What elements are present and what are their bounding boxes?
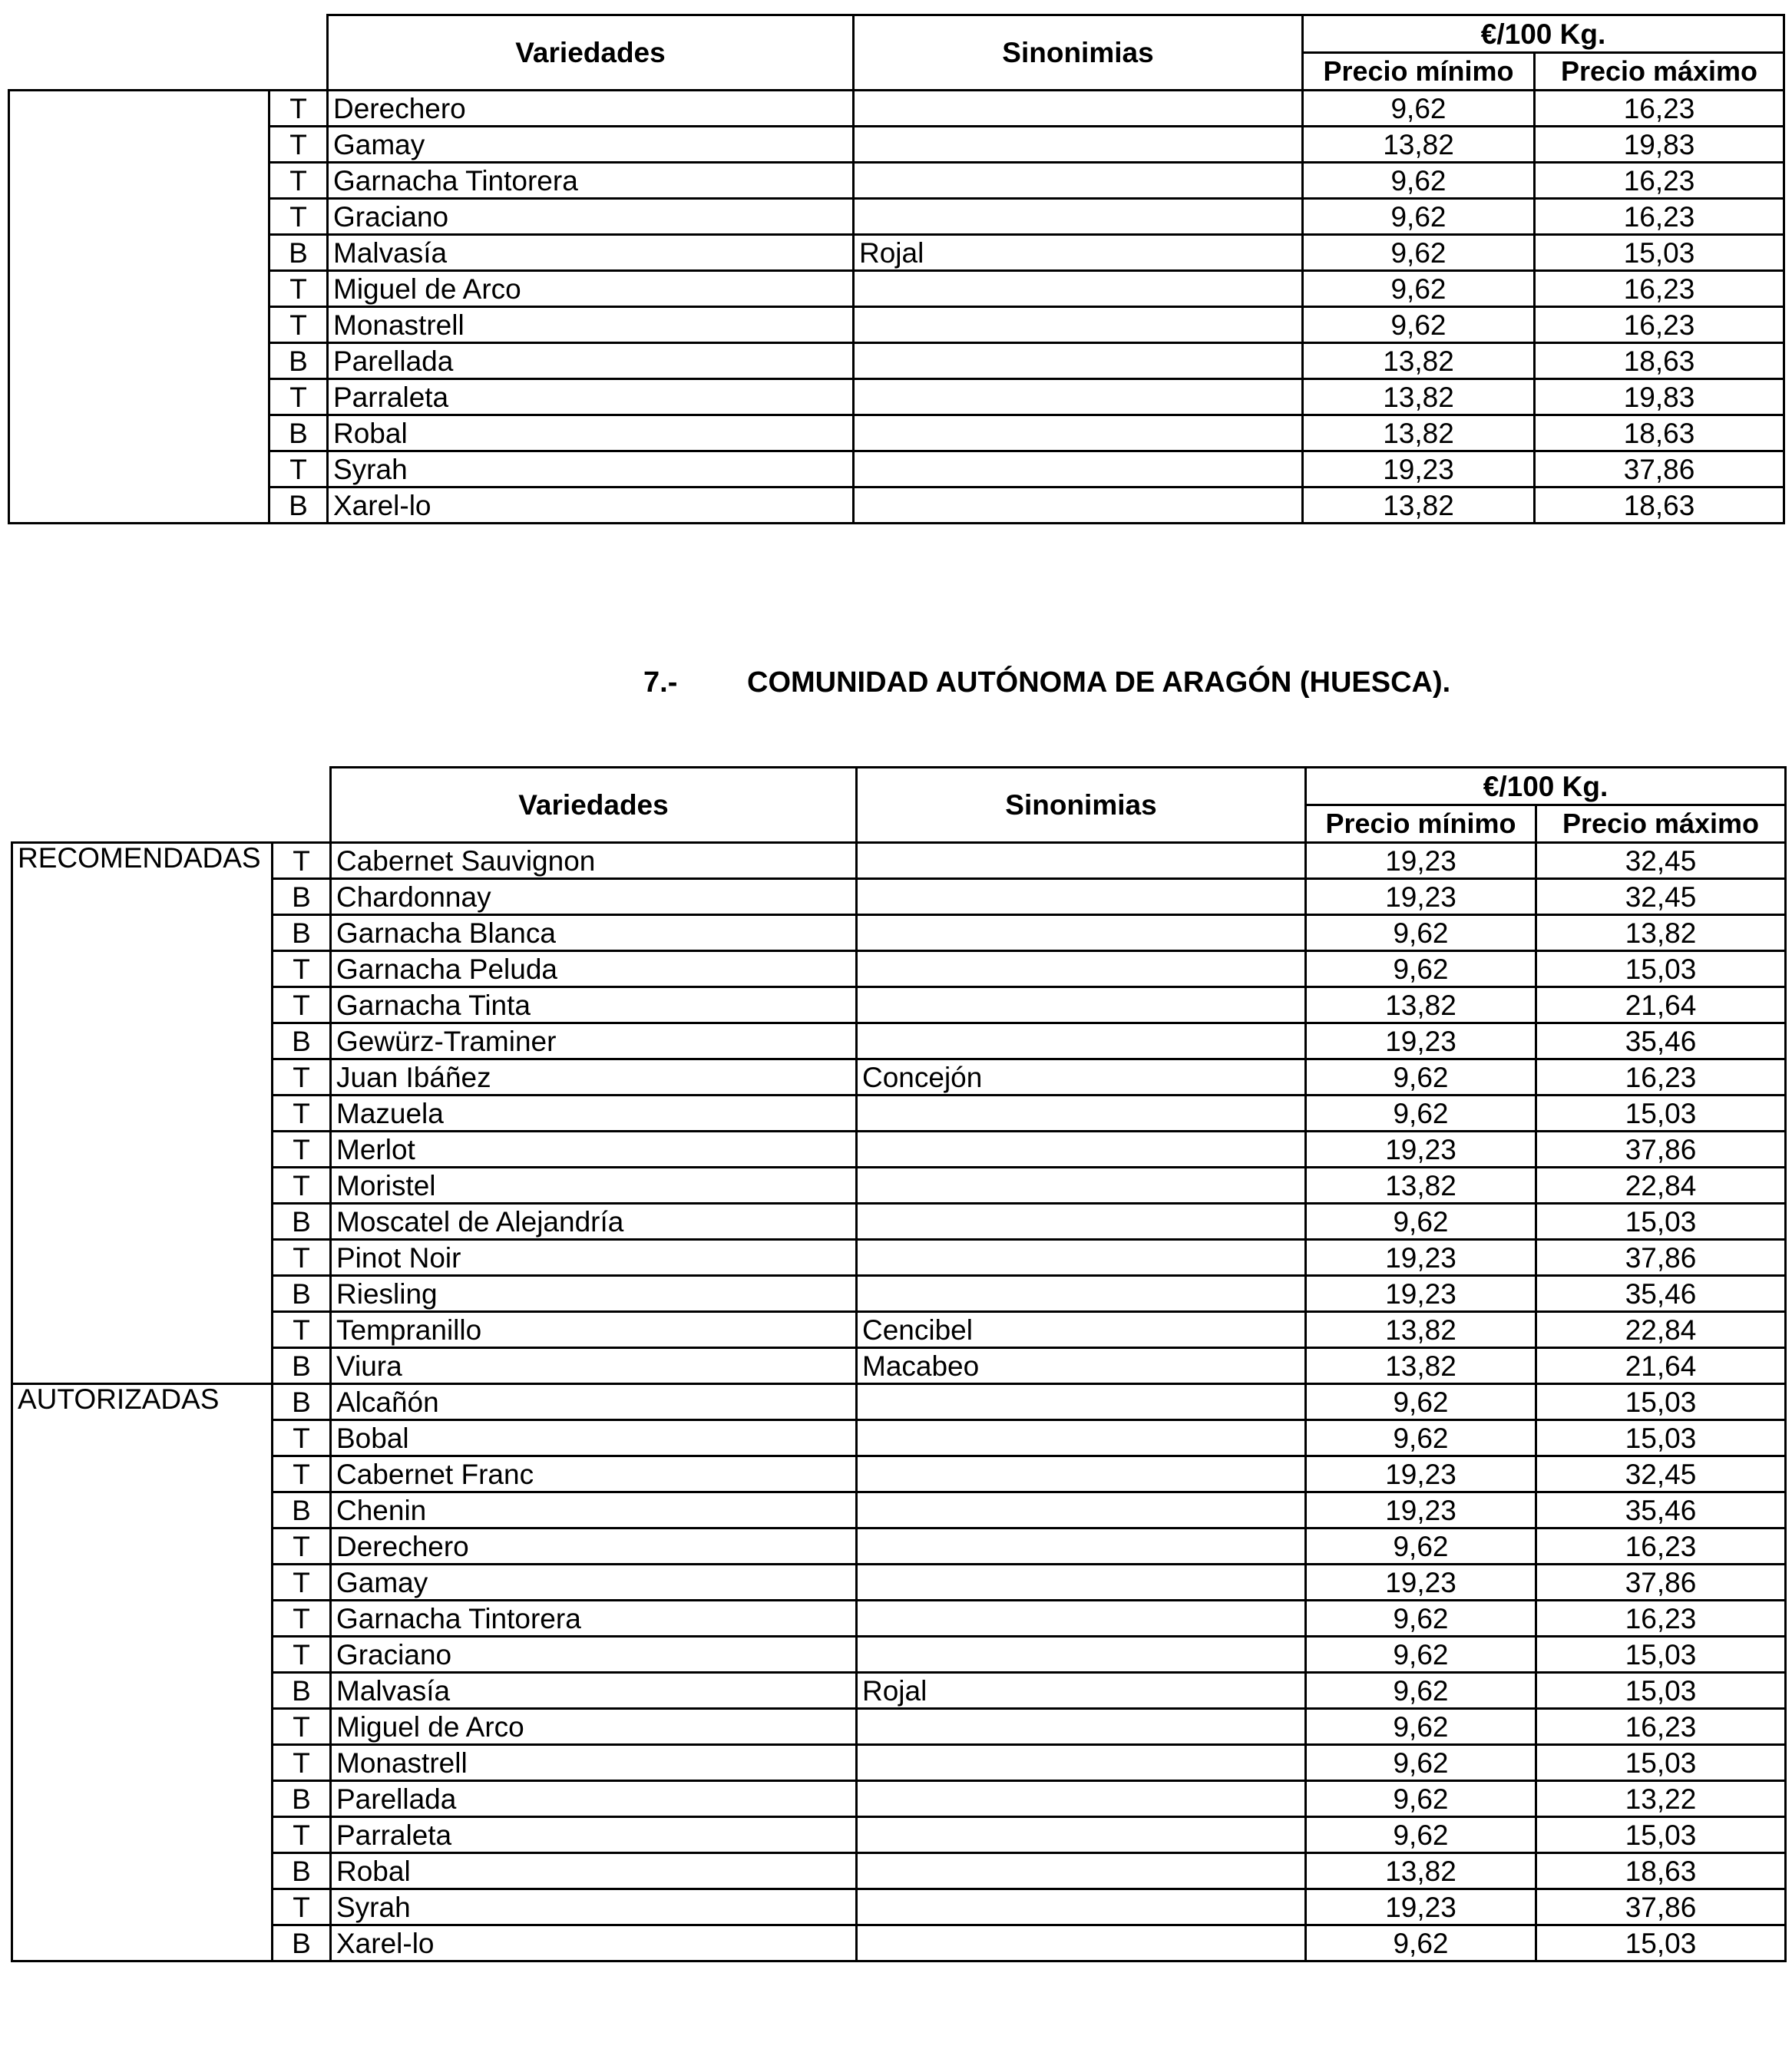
table-row [12, 1059, 1786, 1096]
price-max: 18,63 [1535, 343, 1784, 379]
price-min: 13,82 [1303, 127, 1535, 163]
synonym [854, 127, 1303, 163]
variety-name: Riesling [331, 1276, 857, 1312]
synonym: Rojal [857, 1673, 1306, 1709]
table-row [12, 1348, 1786, 1384]
variety-name: Juan Ibáñez [331, 1059, 857, 1096]
color-code: B [273, 1925, 331, 1961]
table-row [12, 1312, 1786, 1348]
table-row [12, 987, 1786, 1023]
table-row [12, 1817, 1786, 1853]
table-row [12, 1204, 1786, 1240]
header-precio-maximo: Precio máximo [1536, 805, 1786, 843]
price-min: 9,62 [1303, 235, 1535, 271]
synonym [857, 1168, 1306, 1204]
table-row [12, 1925, 1786, 1961]
table-row [12, 1492, 1786, 1528]
price-min: 9,62 [1306, 915, 1536, 951]
variety-name: Viura [331, 1348, 857, 1384]
header-sinonimias: Sinonimias [857, 768, 1306, 843]
variety-name: Garnacha Blanca [331, 915, 857, 951]
price-max: 37,86 [1536, 1240, 1786, 1276]
variety-name: Robal [328, 415, 854, 451]
price-min: 19,23 [1306, 1276, 1536, 1312]
synonym [857, 1276, 1306, 1312]
synonym [857, 1492, 1306, 1528]
table-row [12, 1168, 1786, 1204]
price-max: 37,86 [1536, 1889, 1786, 1925]
color-code: T [273, 1709, 331, 1745]
variety-name: Graciano [331, 1637, 857, 1673]
synonym [857, 1204, 1306, 1240]
price-min: 13,82 [1306, 1312, 1536, 1348]
table-row [12, 1709, 1786, 1745]
color-code: B [273, 915, 331, 951]
table-row [9, 271, 1784, 307]
price-max: 16,23 [1536, 1601, 1786, 1637]
color-code: T [269, 379, 328, 415]
color-code: T [273, 1889, 331, 1925]
variety-name: Robal [331, 1853, 857, 1889]
variety-name: Tempranillo [331, 1312, 857, 1348]
price-max: 32,45 [1536, 879, 1786, 915]
price-max: 16,23 [1536, 1709, 1786, 1745]
synonym [854, 487, 1303, 524]
price-max: 15,03 [1536, 951, 1786, 987]
table-row [12, 1528, 1786, 1565]
table-row [12, 1023, 1786, 1059]
price-max: 19,83 [1535, 127, 1784, 163]
table-row [12, 879, 1786, 915]
synonym [854, 91, 1303, 127]
color-code: T [273, 1456, 331, 1492]
price-min: 19,23 [1306, 1889, 1536, 1925]
variety-name: Parellada [331, 1781, 857, 1817]
price-min: 9,62 [1303, 163, 1535, 199]
price-min: 9,62 [1303, 307, 1535, 343]
price-max: 32,45 [1536, 1456, 1786, 1492]
color-code: T [269, 451, 328, 487]
variety-name: Miguel de Arco [331, 1709, 857, 1745]
price-min: 9,62 [1306, 1925, 1536, 1961]
variety-name: Xarel-lo [331, 1925, 857, 1961]
variety-name: Moristel [331, 1168, 857, 1204]
table-row [9, 163, 1784, 199]
price-max: 22,84 [1536, 1312, 1786, 1348]
price-min: 13,82 [1306, 1853, 1536, 1889]
price-max: 15,03 [1536, 1384, 1786, 1420]
table-row [12, 1276, 1786, 1312]
header-precio-minimo: Precio mínimo [1306, 805, 1536, 843]
color-code: B [269, 487, 328, 524]
header-sinonimias: Sinonimias [854, 15, 1303, 91]
price-min: 9,62 [1306, 1673, 1536, 1709]
price-table-continued [8, 14, 1785, 524]
variety-name: Syrah [328, 451, 854, 487]
synonym [857, 1781, 1306, 1817]
price-min: 9,62 [1303, 271, 1535, 307]
synonym [854, 343, 1303, 379]
price-min: 9,62 [1306, 951, 1536, 987]
color-code: B [269, 235, 328, 271]
color-code: B [269, 343, 328, 379]
price-max: 15,03 [1536, 1925, 1786, 1961]
synonym [857, 879, 1306, 915]
price-min: 9,62 [1306, 1204, 1536, 1240]
price-min: 9,62 [1303, 199, 1535, 235]
price-max: 15,03 [1535, 235, 1784, 271]
synonym [857, 1456, 1306, 1492]
synonym [857, 987, 1306, 1023]
price-max: 15,03 [1536, 1745, 1786, 1781]
synonym [854, 415, 1303, 451]
price-max: 13,82 [1536, 915, 1786, 951]
synonym [857, 1420, 1306, 1456]
variety-name: Garnacha Tintorera [328, 163, 854, 199]
color-code: T [269, 307, 328, 343]
color-code: T [269, 271, 328, 307]
synonym [854, 199, 1303, 235]
variety-name: Merlot [331, 1132, 857, 1168]
color-code: T [273, 987, 331, 1023]
section-title [0, 666, 1792, 705]
color-code: B [273, 1276, 331, 1312]
price-min: 19,23 [1306, 1492, 1536, 1528]
price-max: 18,63 [1535, 487, 1784, 524]
price-max: 15,03 [1536, 1637, 1786, 1673]
table-row [12, 1456, 1786, 1492]
table-row [12, 1096, 1786, 1132]
synonym: Rojal [854, 235, 1303, 271]
header-variedades: Variedades [331, 768, 857, 843]
color-code: B [273, 1023, 331, 1059]
table-row [9, 307, 1784, 343]
synonym [854, 379, 1303, 415]
header-precio-maximo: Precio máximo [1535, 53, 1784, 91]
variety-name: Malvasía [328, 235, 854, 271]
table-row [12, 1781, 1786, 1817]
price-min: 9,62 [1306, 1059, 1536, 1096]
variety-name: Chenin [331, 1492, 857, 1528]
synonym [857, 1889, 1306, 1925]
price-min: 9,62 [1306, 1781, 1536, 1817]
price-max: 32,45 [1536, 843, 1786, 879]
color-code: T [273, 951, 331, 987]
price-max: 15,03 [1536, 1096, 1786, 1132]
table-row [9, 91, 1784, 127]
variety-name: Gamay [328, 127, 854, 163]
table-row [9, 199, 1784, 235]
synonym [857, 1853, 1306, 1889]
price-min: 9,62 [1306, 1384, 1536, 1420]
table-row [12, 915, 1786, 951]
table-row [12, 1132, 1786, 1168]
table-row [9, 127, 1784, 163]
table-row [9, 343, 1784, 379]
variety-name: Garnacha Tintorera [331, 1601, 857, 1637]
price-max: 37,86 [1536, 1565, 1786, 1601]
price-min: 19,23 [1306, 879, 1536, 915]
synonym [857, 1023, 1306, 1059]
color-code: T [273, 1565, 331, 1601]
color-code: T [269, 127, 328, 163]
color-code: T [273, 1637, 331, 1673]
variety-name: Alcañón [331, 1384, 857, 1420]
variety-name: Pinot Noir [331, 1240, 857, 1276]
variety-name: Parellada [328, 343, 854, 379]
price-max: 16,23 [1535, 199, 1784, 235]
price-max: 21,64 [1536, 987, 1786, 1023]
price-max: 37,86 [1535, 451, 1784, 487]
color-code: B [273, 879, 331, 915]
color-code: T [269, 91, 328, 127]
table-row [12, 1565, 1786, 1601]
synonym [854, 451, 1303, 487]
price-max: 35,46 [1536, 1023, 1786, 1059]
price-min: 9,62 [1306, 1745, 1536, 1781]
section-number: 7.- [643, 666, 678, 699]
group-label: RECOMENDADAS [12, 843, 273, 1384]
variety-name: Garnacha Peluda [331, 951, 857, 987]
price-min: 13,82 [1303, 379, 1535, 415]
price-min: 13,82 [1303, 415, 1535, 451]
synonym [857, 1709, 1306, 1745]
color-code: B [273, 1384, 331, 1420]
price-min: 19,23 [1306, 1456, 1536, 1492]
variety-name: Gewürz-Traminer [331, 1023, 857, 1059]
table1-body [9, 91, 1784, 524]
table-row [12, 1601, 1786, 1637]
color-code: T [273, 1059, 331, 1096]
price-min: 13,82 [1306, 987, 1536, 1023]
synonym [857, 1132, 1306, 1168]
price-max: 22,84 [1536, 1168, 1786, 1204]
variety-name: Parraleta [331, 1817, 857, 1853]
variety-name: Xarel-lo [328, 487, 854, 524]
color-code: T [269, 163, 328, 199]
header-blank [9, 15, 328, 91]
variety-name: Chardonnay [331, 879, 857, 915]
color-code: B [273, 1853, 331, 1889]
price-min: 13,82 [1306, 1168, 1536, 1204]
table2-body [12, 843, 1786, 1961]
table-row [12, 1420, 1786, 1456]
variety-name: Derechero [331, 1528, 857, 1565]
price-min: 9,62 [1306, 1601, 1536, 1637]
table-row [12, 1745, 1786, 1781]
price-max: 16,23 [1535, 91, 1784, 127]
price-max: 15,03 [1536, 1204, 1786, 1240]
synonym: Macabeo [857, 1348, 1306, 1384]
header-blank [12, 768, 331, 843]
price-max: 35,46 [1536, 1276, 1786, 1312]
table-row [12, 1853, 1786, 1889]
color-code: T [273, 1240, 331, 1276]
synonym [854, 307, 1303, 343]
price-max: 13,22 [1536, 1781, 1786, 1817]
price-min: 9,62 [1306, 1420, 1536, 1456]
variety-name: Malvasía [331, 1673, 857, 1709]
table-row [9, 451, 1784, 487]
header-variedades: Variedades [328, 15, 854, 91]
price-max: 16,23 [1535, 163, 1784, 199]
table-row [12, 951, 1786, 987]
synonym [857, 1384, 1306, 1420]
color-code: T [273, 1817, 331, 1853]
synonym [857, 1925, 1306, 1961]
variety-name: Cabernet Sauvignon [331, 843, 857, 879]
synonym [857, 915, 1306, 951]
header-unit: €/100 Kg. [1306, 768, 1786, 805]
synonym [857, 951, 1306, 987]
price-min: 19,23 [1306, 1132, 1536, 1168]
variety-name: Monastrell [331, 1745, 857, 1781]
color-code: T [273, 1096, 331, 1132]
price-max: 18,63 [1535, 415, 1784, 451]
color-code: T [273, 843, 331, 879]
table-row [12, 843, 1786, 879]
variety-name: Monastrell [328, 307, 854, 343]
color-code: T [273, 1528, 331, 1565]
variety-name: Parraleta [328, 379, 854, 415]
variety-name: Bobal [331, 1420, 857, 1456]
price-max: 37,86 [1536, 1132, 1786, 1168]
synonym [857, 843, 1306, 879]
color-code: T [273, 1745, 331, 1781]
synonym [857, 1745, 1306, 1781]
color-code: B [269, 415, 328, 451]
table-row [9, 487, 1784, 524]
color-code: B [273, 1204, 331, 1240]
price-min: 19,23 [1306, 1565, 1536, 1601]
price-min: 13,82 [1303, 343, 1535, 379]
price-max: 16,23 [1535, 307, 1784, 343]
price-max: 15,03 [1536, 1673, 1786, 1709]
price-min: 19,23 [1306, 1023, 1536, 1059]
color-code: B [273, 1492, 331, 1528]
price-min: 9,62 [1303, 91, 1535, 127]
table-row [12, 1637, 1786, 1673]
synonym [854, 271, 1303, 307]
group-label: AUTORIZADAS [12, 1384, 273, 1961]
synonym [857, 1817, 1306, 1853]
color-code: T [273, 1420, 331, 1456]
price-min: 19,23 [1306, 1240, 1536, 1276]
price-max: 16,23 [1536, 1528, 1786, 1565]
price-max: 15,03 [1536, 1420, 1786, 1456]
variety-name: Syrah [331, 1889, 857, 1925]
price-max: 21,64 [1536, 1348, 1786, 1384]
variety-name: Miguel de Arco [328, 271, 854, 307]
variety-name: Mazuela [331, 1096, 857, 1132]
price-max: 35,46 [1536, 1492, 1786, 1528]
synonym [857, 1096, 1306, 1132]
header-unit: €/100 Kg. [1303, 15, 1784, 53]
color-code: B [273, 1673, 331, 1709]
variety-name: Moscatel de Alejandría [331, 1204, 857, 1240]
table-row [12, 1240, 1786, 1276]
price-min: 9,62 [1306, 1528, 1536, 1565]
table-row [12, 1673, 1786, 1709]
group-label-empty [9, 91, 269, 524]
price-min: 13,82 [1303, 487, 1535, 524]
synonym: Cencibel [857, 1312, 1306, 1348]
synonym [857, 1240, 1306, 1276]
variety-name: Graciano [328, 199, 854, 235]
price-max: 15,03 [1536, 1817, 1786, 1853]
color-code: T [273, 1601, 331, 1637]
color-code: B [273, 1348, 331, 1384]
synonym [857, 1565, 1306, 1601]
color-code: T [273, 1312, 331, 1348]
variety-name: Derechero [328, 91, 854, 127]
price-min: 13,82 [1306, 1348, 1536, 1384]
price-min: 19,23 [1303, 451, 1535, 487]
price-min: 9,62 [1306, 1817, 1536, 1853]
synonym: Concejón [857, 1059, 1306, 1096]
variety-name: Garnacha Tinta [331, 987, 857, 1023]
color-code: T [269, 199, 328, 235]
price-min: 19,23 [1306, 843, 1536, 879]
price-max: 19,83 [1535, 379, 1784, 415]
price-max: 16,23 [1536, 1059, 1786, 1096]
table-row [9, 415, 1784, 451]
table-row [12, 1384, 1786, 1420]
color-code: T [273, 1168, 331, 1204]
price-table-huesca [11, 766, 1787, 1962]
color-code: B [273, 1781, 331, 1817]
table-row [12, 1889, 1786, 1925]
variety-name: Gamay [331, 1565, 857, 1601]
price-max: 18,63 [1536, 1853, 1786, 1889]
section-heading: COMUNIDAD AUTÓNOMA DE ARAGÓN (HUESCA). [747, 666, 1451, 699]
table-row [9, 379, 1784, 415]
variety-name: Cabernet Franc [331, 1456, 857, 1492]
synonym [854, 163, 1303, 199]
price-min: 9,62 [1306, 1709, 1536, 1745]
price-min: 9,62 [1306, 1637, 1536, 1673]
price-max: 16,23 [1535, 271, 1784, 307]
synonym [857, 1637, 1306, 1673]
color-code: T [273, 1132, 331, 1168]
synonym [857, 1601, 1306, 1637]
header-precio-minimo: Precio mínimo [1303, 53, 1535, 91]
price-min: 9,62 [1306, 1096, 1536, 1132]
synonym [857, 1528, 1306, 1565]
table-row [9, 235, 1784, 271]
